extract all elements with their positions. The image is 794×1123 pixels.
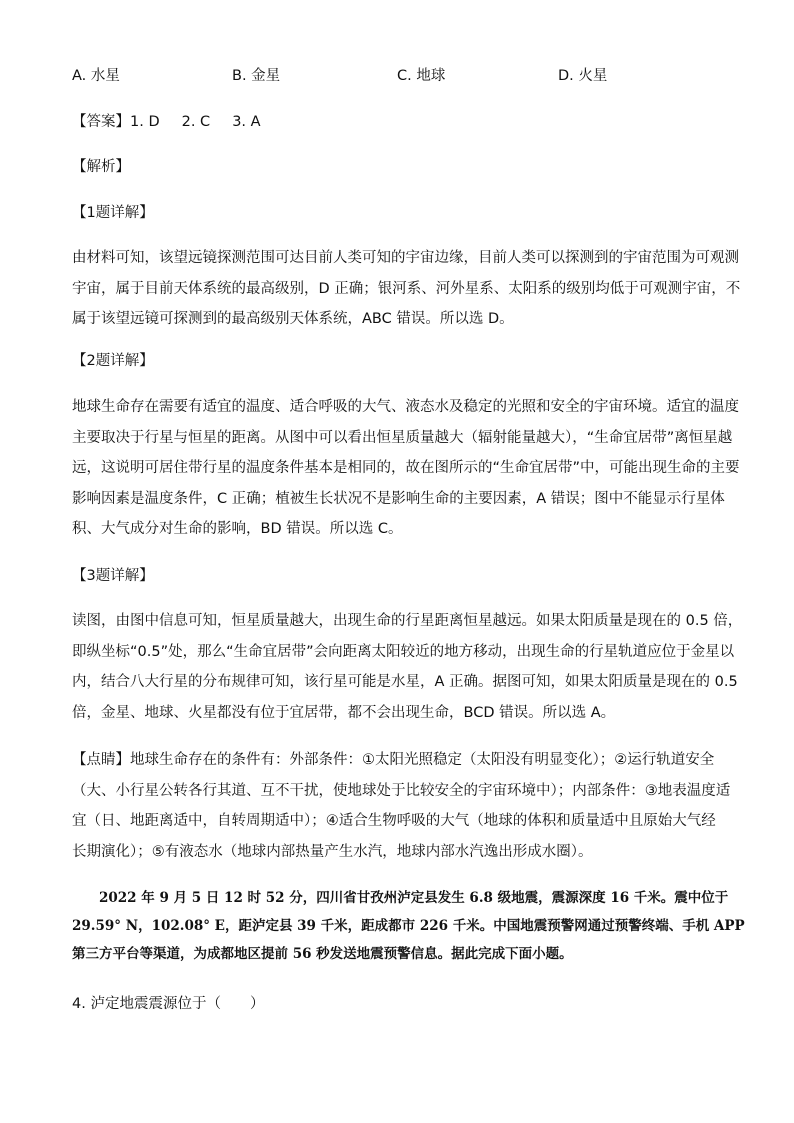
option-d: D. 火星 [558, 68, 608, 84]
tip-line: 【点睛】地球生命存在的条件有：外部条件：①太阳光照稳定（太阳没有明显变化）；②运行轨道安全 [72, 752, 715, 768]
q2-heading: 【2题详解】 [72, 353, 154, 369]
q3-explanation [72, 606, 743, 728]
q2-line: 积、大气成分对生命的影响，BD 错误。所以选 C。 [72, 521, 403, 537]
q3-heading: 【3题详解】 [72, 568, 154, 584]
q1-heading: 【1题详解】 [72, 205, 154, 221]
analysis-label: 【解析】 [72, 159, 130, 175]
earthquake-passage [72, 884, 745, 968]
answer-item-2: 2. C [181, 114, 211, 130]
option-a: A. 水星 [72, 68, 120, 84]
q2-line: 地球生命存在需要有适宜的温度、适合呼吸的大气、液态水及稳定的光照和安全的宇宙环境。适宜的温度 [72, 399, 739, 415]
q1-explanation [72, 243, 741, 335]
answer-label: 【答案】 [72, 114, 130, 130]
option-b: B. 金星 [232, 68, 281, 84]
q3-line: 读图，由图中信息可知，恒星质量越大，出现生命的行星距离恒星越远。如果太阳质量是现在的 0.5 倍， [72, 613, 743, 629]
tip-line: 宜（日、地距离适中，自转周期适中）；④适合生物呼吸的大气（地球的体积和质量适中且原始大气经 [72, 813, 716, 829]
tip-line: （大、小行星公转各行其道、互不干扰，使地球处于比较安全的宇宙环境中）；内部条件：③地表温度适 [72, 782, 731, 799]
q2-explanation [72, 392, 740, 545]
q3-line: 内，结合八大行星的分布规律可知，该行星可能是水星，A 正确。据图可知，如果太阳质量是现在的 0.5 [72, 674, 738, 690]
passage-line: 29.59° N，102.08° E，距泸定县 39 千米，距成都市 226 千米。中国地震预警网通过预警终端、手机 APP [72, 918, 745, 934]
q3-line: 倍，金星、地球、火星都没有位于宜居带，都不会出现生命，BCD 错误。所以选 A。 [72, 704, 616, 721]
passage-line: 2022 年 9 月 5 日 12 时 52 分，四川省甘孜州泸定县发生 6.8 级地震，震源深度 16 千米。震中位于 [72, 890, 729, 906]
q1-line: 由材料可知，该望远镜探测范围可达目前人类可知的宇宙边缘，目前人类可以探测到的宇宙范围为可观测 [72, 250, 739, 266]
q2-line: 主要取决于行星与恒星的距离。从图中可以看出恒星质量越大（辐射能量越大），“生命宜居带”离恒星越 [72, 429, 733, 446]
tip-section [72, 745, 731, 867]
passage-line: 第三方平台等渠道，为成都地区提前 56 秒发送地震预警信息。据此完成下面小题。 [72, 946, 573, 962]
q2-line: 远，这说明可居住带行星的温度条件基本是相同的，故在图所示的“生命宜居带”中，可能出现生命的主要 [72, 460, 740, 476]
question-4: 4. 泸定地震震源位于（ ） [72, 996, 265, 1012]
q3-line: 即纵坐标“0.5”处，那么“生命宜居带”会向距离太阳较近的地方移动，出现生命的行星轨道应位于金星以 [72, 643, 735, 660]
answer-item-1: 1. D [130, 114, 160, 130]
q1-line: 宇宙，属于目前天体系统的最高级别，D 正确；银河系、河外星系、太阳系的级别均低于可观测宇宙，不 [72, 280, 741, 297]
q1-line: 属于该望远镜可探测到的最高级别天体系统，ABC 错误。所以选 D。 [72, 311, 514, 327]
tip-line: 长期演化）；⑤有液态水（地球内部热量产生水汽，地球内部水汽逸出形成水圈）。 [72, 843, 593, 860]
option-c: C. 地球 [397, 68, 446, 84]
q2-line: 影响因素是温度条件，C 正确；植被生长状况不是影响生命的主要因素，A 错误；图中不能显示行星体 [72, 490, 725, 507]
answer-key [72, 112, 261, 132]
answer-item-3: 3. A [232, 114, 261, 130]
